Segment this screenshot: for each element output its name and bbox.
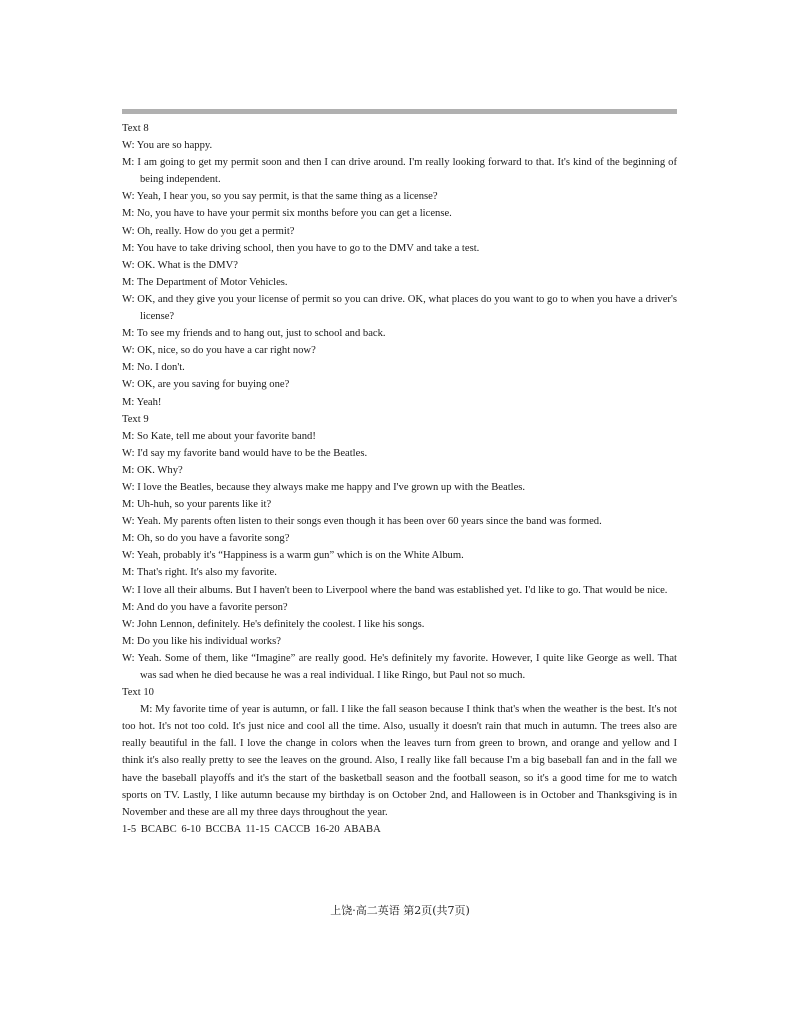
dialogue-line: W: Yeah, probably it's “Happiness is a warm gun” which is on the White Album. [122, 550, 464, 562]
dialogue-line: W: Yeah. My parents often listen to their songs even though it has been over 60 years since the band was formed. [122, 516, 602, 528]
dialogue-line: M: Oh, so do you have a favorite song? [122, 533, 290, 545]
dialogue-line: M: To see my friends and to hang out, just to school and back. [122, 328, 386, 340]
dialogue-line: M: Yeah! [122, 396, 162, 408]
dialogue-line: M: I am going to get my permit soon and then I can drive around. I'm really looking forward to that. It's kind of the beginning of being independent. [122, 157, 677, 186]
dialogue-line: W: You are so happy. [122, 140, 213, 152]
dialogue-line: M: No. I don't. [122, 362, 185, 374]
dialogue-line: W: Oh, really. How do you get a permit? [122, 225, 295, 237]
dialogue-line: M: That's right. It's also my favorite. [122, 567, 277, 579]
dialogue-line: W: I love the Beatles, because they always make me happy and I've grown up with the Beatles. [122, 481, 526, 493]
dialogue-line: M: The Department of Motor Vehicles. [122, 276, 288, 288]
dialogue-line: W: I'd say my favorite band would have to be the Beatles. [122, 447, 368, 459]
text9-heading: Text 9 [122, 413, 149, 425]
dialogue-line: M: Do you like his individual works? [122, 635, 281, 647]
dialogue-line: M: OK. Why? [122, 464, 183, 476]
dialogue-line: M: Uh-huh, so your parents like it? [122, 499, 272, 511]
text8-heading: Text 8 [122, 123, 149, 134]
text8-dialogue [122, 137, 677, 411]
dialogue-line: W: OK, and they give you your license of permit so you can drive. OK, what places do you want to go to when you have a driver's license? [122, 293, 677, 323]
transcript-content [122, 120, 677, 838]
dialogue-line: W: OK, are you saving for buying one? [122, 379, 290, 391]
page-footer: 上饶·高二英语 第2页(共7页) [330, 904, 470, 917]
text10-paragraph: M: My favorite time of year is autumn, or fall. I like the fall season because I think that's when the weather is the best. It's not too hot. It's not too cold. It's just nice and cool all the time. Also, usually it doesn't rain that much in autumn. The trees also are really beautiful in the fall. I love the change in colors when the leaves turn from green to brown, and orange and yellow and I think it's also really pretty to see the leaves on the ground. Also, I really like fall because I'm a big baseball fan and in the fall we have the baseball playoffs and it's the start of the basketball season and the football season, so it's a good time for me to watch sports on TV. Lastly, I like autumn because my birthday is on October 2nd, and Halloween is in October and Thanksgiving is in November and these are all my three days throughout the year. [122, 704, 677, 818]
dialogue-line: M: And do you have a favorite person? [122, 601, 288, 613]
text9-dialogue [122, 428, 677, 684]
dialogue-line: M: No, you have to have your permit six months before you can get a license. [122, 208, 452, 220]
dialogue-line: W: OK. What is the DMV? [122, 259, 238, 271]
dialogue-line: W: Yeah, I hear you, so you say permit, is that the same thing as a license? [122, 191, 438, 203]
answer-key: 1-5 BCABC 6-10 BCCBA 11-15 CACCB 16-20 ABABA [122, 823, 381, 835]
text10-heading: Text 10 [122, 687, 154, 699]
top-rule [122, 109, 677, 114]
dialogue-line: W: I love all their albums. But I haven't been to Liverpool where the band was established yet. I'd like to go. That would be nice. [122, 584, 668, 596]
dialogue-line: M: So Kate, tell me about your favorite band! [122, 430, 316, 442]
dialogue-line: M: You have to take driving school, then you have to go to the DMV and take a test. [122, 242, 480, 254]
dialogue-line: W: Yeah. Some of them, like “Imagine” are really good. He's definitely my favorite. However, I quite like George as well. That was sad when he died because he was a real individual. I like Ringo, but Paul not so much. [122, 652, 677, 681]
dialogue-line: W: OK, nice, so do you have a car right now? [122, 345, 316, 357]
dialogue-line: W: John Lennon, definitely. He's definitely the coolest. I like his songs. [122, 618, 425, 630]
